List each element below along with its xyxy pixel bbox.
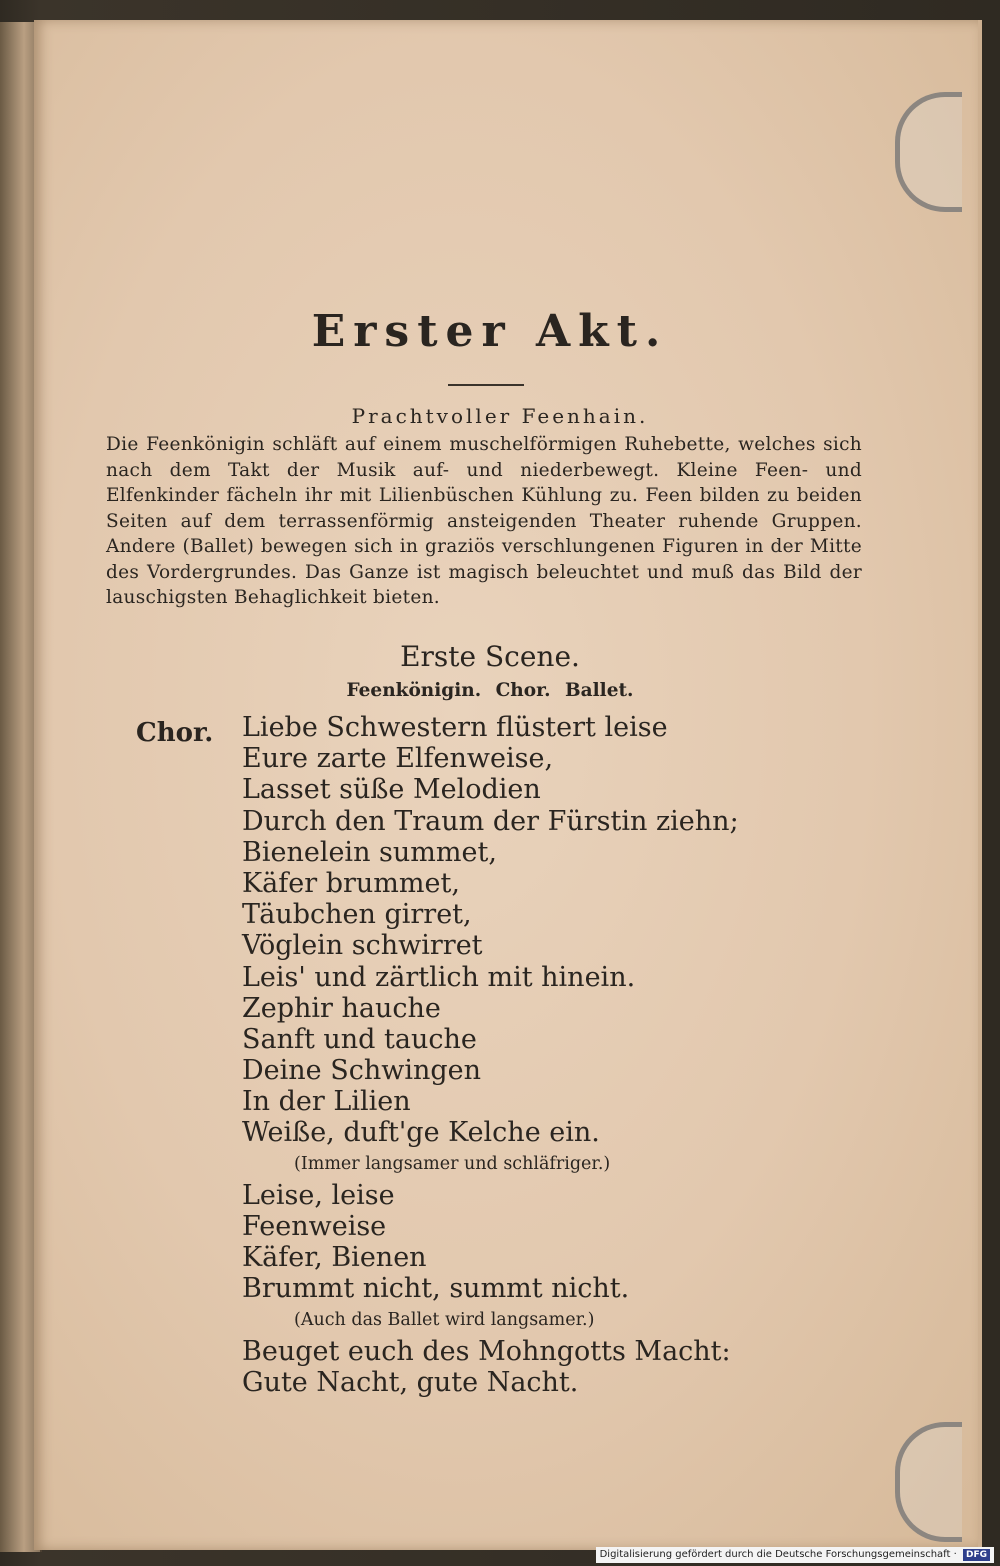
digitization-credit xyxy=(596,1547,994,1563)
verse-line: Beuget euch des Mohngotts Macht: xyxy=(242,1335,731,1367)
verse-line: Lasset süße Melodien xyxy=(242,774,541,806)
verse-line: Leise, leise xyxy=(242,1179,395,1211)
credit-text: Digitalisierung gefördert durch die Deutsche Forschungsgemeinschaft · xyxy=(599,1549,957,1560)
verse-line: Vöglein schwirret xyxy=(242,930,483,962)
verse-line: Deine Schwingen xyxy=(242,1055,482,1087)
speaker-label: Chor. xyxy=(136,718,214,748)
page-clip-bottom xyxy=(895,1422,962,1542)
verse-line: Brummt nicht, summt nicht. xyxy=(242,1273,630,1305)
verse-line: Täubchen girret, xyxy=(242,899,472,931)
stage-direction: Die Feenkönigin schläft auf einem muschelförmigen Ruhebette, welches sich nach dem Takt der Musik auf- und niederbewegt. Kleine Feen- und Elfenkinder fächeln ihr mit Lilienbüschen Kühlung zu. Feen bilden zu beiden Seiten auf dem terrassenförmig ansteigenden Theater ruhende Gruppen. Andere (Ballet) bewegen sich in graziös verschlungenen Figuren in der Mitte des Vordergrundes. Das Ganze ist magisch beleuchtet und muß das Bild der lauschigsten Behaglichkeit bieten. xyxy=(106,434,862,608)
verse-line: Eure zarte Elfenweise, xyxy=(242,743,554,775)
verse-line: Gute Nacht, gute Nacht. xyxy=(242,1366,579,1398)
verse-line: Leis' und zärtlich mit hinein. xyxy=(242,961,636,993)
verse-line: Käfer, Bienen xyxy=(242,1242,427,1274)
verse-line: Liebe Schwestern flüstert leise xyxy=(242,712,668,743)
verse-line: Feenweise xyxy=(242,1211,387,1242)
stage-direction-inline: (Immer langsamer und schläfriger.) xyxy=(294,1153,611,1174)
setting-title: Prachtvoller Feenhain. xyxy=(351,404,649,428)
verse-line: Weiße, duft'ge Kelche ein. xyxy=(242,1117,600,1149)
title-divider xyxy=(448,384,524,386)
page-clip-top xyxy=(895,92,962,212)
verse-line: Bienelein summet, xyxy=(242,836,497,868)
act-title: Erster Akt. xyxy=(311,306,669,357)
verse-line: Sanft und tauche xyxy=(242,1023,477,1055)
verse-line: Käfer brummet, xyxy=(242,867,460,899)
scene-title: Erste Scene. xyxy=(400,640,580,673)
verse-line: Zephir hauche xyxy=(242,992,441,1024)
dfg-logo: DFG xyxy=(963,1549,990,1561)
verse-line: Durch den Traum der Fürstin ziehn; xyxy=(242,805,739,837)
cast-list: Feenkönigin. Chor. Ballet. xyxy=(346,680,634,701)
stage-direction-inline: (Auch das Ballet wird langsamer.) xyxy=(294,1309,595,1330)
verse-list xyxy=(242,712,842,1398)
verse-line: In der Lilien xyxy=(242,1086,411,1118)
